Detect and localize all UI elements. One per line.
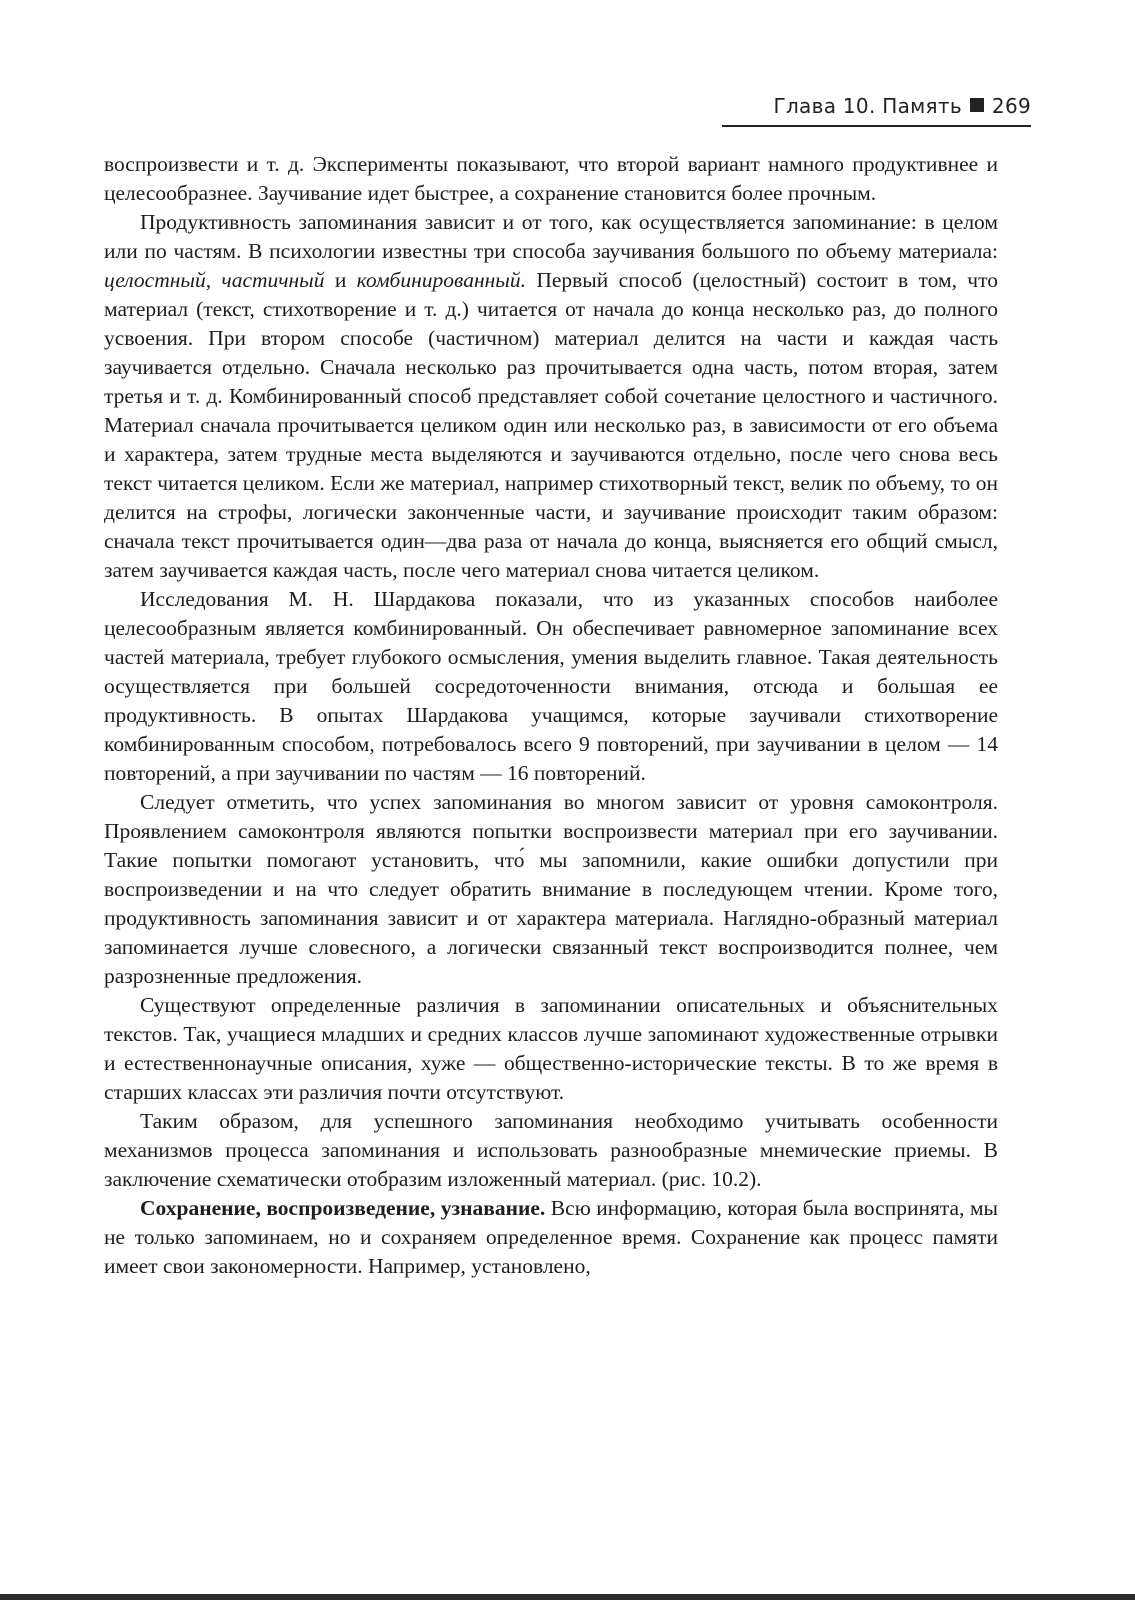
running-head — [773, 94, 1031, 118]
paragraph-7 — [104, 1194, 998, 1281]
paragraph-2-italic-1: целостный, частичный — [104, 268, 325, 292]
paragraph-2-text-a: Продуктивность запоминания зависит и от того, как осуществляется запоминание: в целом или по частям. В психологии известны три способа заучивания большого по объему материала: — [104, 210, 998, 263]
paragraph-2-italic-2: комбинированный. — [356, 268, 526, 292]
paragraph-5: Существуют определенные различия в запоминании описательных и объяснительных текстов. Так, учащиеся младших и средних классов лучше запоминают художественные отрывки и естественнонаучные описания, хуже — общественно-исторические тексты. В то же время в старших классах эти различия почти отсутствуют. — [104, 993, 998, 1104]
paragraph-1: воспроизвести и т. д. Эксперименты показывают, что второй вариант намного продуктивнее и целесообразнее. Заучивание идет быстрее, а сохранение становится более прочным. — [104, 152, 998, 205]
paragraph-4: Следует отметить, что успех запоминания во многом зависит от уровня самоконтроля. Проявлением самоконтроля являются попытки воспроизвести материал при его заучивании. Такие попытки помогают установить, что́ мы запомнили, какие ошибки допустили при воспроизведении и на что следует обратить внимание в последующем чтении. Кроме того, продуктивность запоминания зависит и от характера материала. Наглядно-образный материал запоминается лучше словесного, а логически связанный текст воспроизводится полнее, чем разрозненные предложения. — [104, 790, 998, 988]
square-bullet-icon — [970, 98, 984, 112]
page-number: 269 — [991, 94, 1031, 118]
paragraph-2-text-b: и — [324, 268, 357, 292]
paragraph-2 — [104, 208, 998, 585]
header-rule — [722, 125, 1031, 127]
paragraph-3: Исследования М. Н. Шардакова показали, что из указанных способов наиболее целесообразным является комбинированный. Он обеспечивает равномерное запоминание всех частей материала, требует глубокого осмысления, умения выделить главное. Такая деятельность осуществляется при большей сосредоточенности внимания, отсюда и большая ее продуктивность. В опытах Шардакова учащимся, которые заучивали стихотворение комбинированным способом, потребовалось всего 9 повторений, при заучивании в целом — 14 повторений, а при заучивании по частям — 16 повторений. — [104, 587, 998, 785]
paragraph-2-text-c: Первый способ (целостный) состоит в том, что материал (текст, стихотворение и т. д.) читается от начала до конца несколько раз, до полного усвоения. При втором способе (частичном) материал делится на части и каждая часть заучивается отдельно. Сначала несколько раз прочитывается одна часть, потом вторая, затем третья и т. д. Комбинированный способ представляет собой сочетание целостного и частичного. Материал сначала прочитывается целиком один или несколько раз, в зависимости от его объема и характера, затем трудные места выделяются и заучиваются отдельно, после чего снова весь текст читается целиком. Если же материал, например стихотворный текст, велик по объему, то он делится на строфы, логически законченные части, и заучивание происходит таким образом: сначала текст прочитывается один—два раза от начала до конца, выясняется его общий смысл, затем заучивается каждая часть, после чего материал снова читается целиком. — [104, 268, 998, 582]
paragraph-6: Таким образом, для успешного запоминания необходимо учитывать особенности механизмов процесса запоминания и использовать разнообразные мнемические приемы. В заключение схематически отобразим изложенный материал. (рис. 10.2). — [104, 1109, 998, 1191]
body-text — [104, 150, 998, 1281]
chapter-title: Глава 10. Память — [773, 94, 962, 118]
paragraph-7-bold-lead: Сохранение, воспроизведение, узнавание. — [140, 1196, 546, 1220]
paragraph-7-text: Всю информацию, которая была воспринята, мы не только запоминаем, но и сохраняем определенное время. Сохранение как процесс памяти имеет свои закономерности. Например, установлено, — [104, 1196, 999, 1278]
scan-bottom-edge — [0, 1594, 1135, 1600]
